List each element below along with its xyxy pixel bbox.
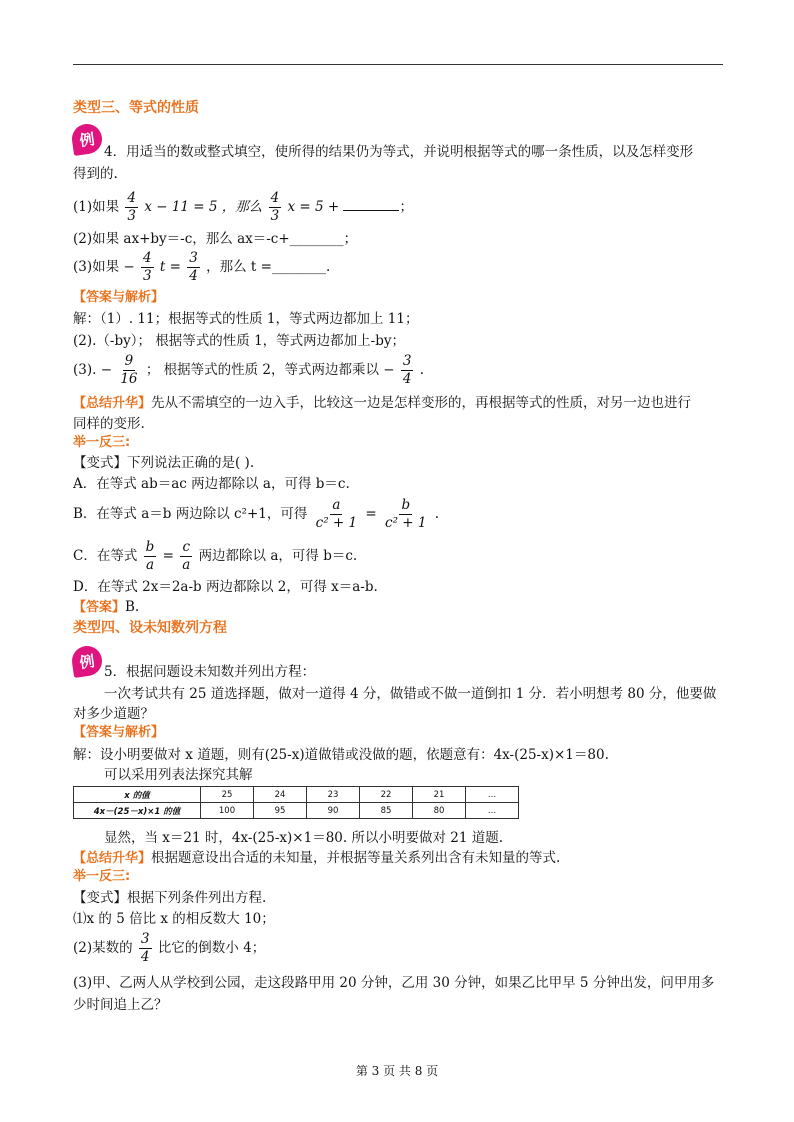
table-cell: 24 [254,787,307,803]
table-cell: 25 [201,787,254,803]
fraction: $\frac{3}{4}$ [189,250,198,284]
answer-3-pre: (3). − [73,362,113,378]
summary-text: 先从不需填空的一边入手，比较这一边是怎样变形的，再根据等式的性质，对另一边也进行 [151,395,692,411]
table-cell: 95 [254,803,307,819]
solution-line-2: 可以采用列表法探究其解 [104,767,253,783]
answer-tag: 【答案】 [73,600,126,615]
fraction: $\frac{9}{16}$ [120,353,138,387]
table-cell: 80 [413,803,466,819]
table-cell: 100 [201,803,254,819]
option-c-pre: C．在等式 [73,548,138,564]
fraction: $\frac{a}{\text{c² + 1}}$ [315,497,358,531]
solution-line-3: 显然，当 x＝21 时，4x-(25-x)×1＝80. 所以小明要做对 21 道题. [104,830,504,846]
answer-blank[interactable] [343,210,399,211]
part-2: (2)如果 ax+by＝-c，那么 ax＝-c+________； [73,231,358,247]
table-row [74,803,519,819]
part-1-pre: (1)如果 [73,199,120,215]
option-a: A．在等式 ab＝ac 两边都除以 a，可得 b＝c. [73,476,350,492]
fraction: $\frac{4}{3}$ [270,190,280,224]
equals-sign: = [162,548,174,564]
question-4-line1: 4．用适当的数或整式填空，使所得的结果仍为等式，并说明根据等式的哪一条性质，以及怎样变形 [104,144,694,160]
part-1 [73,190,413,225]
option-b [73,496,439,532]
answer-3-mid: ； 根据等式的性质 2，等式两边都乘以 − [145,362,395,378]
part-3-post: ，那么 t =________. [206,259,331,275]
question-5-body-2: 对多少道题？ [73,706,154,722]
table-cell: 23 [307,787,360,803]
summary [73,848,560,869]
option-d: D．在等式 2x＝2a-b 两边都除以 2，可得 x＝a-b. [73,579,378,595]
table-cell: 85 [360,803,413,819]
table-cell: … [466,787,519,803]
extend-tag: 举一反三: [73,435,131,450]
summary-text: 根据题意设出合适的未知量，并根据等量关系列出含有未知量的等式. [151,850,561,866]
answer-line-2: (2).（-by）； 根据等式的性质 1，等式两边都加上-by； [73,333,405,349]
table-cell: 22 [360,787,413,803]
page-footer: 第 3 页 共 8 页 [355,1064,439,1078]
section-heading-3: 类型三、等式的性质 [73,100,199,116]
part-1-mid: x − 11 = 5 ，那么 [144,199,263,215]
answer-line-3 [73,352,424,388]
variant-question: 【变式】根据下列条件列出方程. [73,890,267,906]
summary-tag: 【总结升华】 [73,396,152,411]
question-4-line2: 得到的. [73,166,118,182]
example-badge: 例 [70,122,104,156]
fraction: $\frac{3}{4}$ [402,353,412,387]
part-1-end: ； [399,199,413,215]
part-1-post: x = 5 + [287,199,340,215]
variant-2-pre: (2)某数的 [73,940,133,956]
option-b-end: . [434,506,440,522]
table-cell: x 的值 [74,787,201,803]
variant-question: 【变式】下列说法正确的是( ). [73,455,255,471]
summary-1 [73,393,691,414]
solution-line-1: 解：设小明要做对 x 道题，则有(25-x)道做错或没做的题，依题意有：4x-(25-x)×1＝80. [73,747,609,763]
variant-item-1: ⑴x 的 5 倍比 x 的相反数大 10； [73,911,275,927]
table-cell: 4x－(25－x)×1 的值 [74,803,201,819]
top-rule [73,64,723,65]
table-cell: … [466,803,519,819]
summary-tag: 【总结升华】 [73,851,152,866]
fraction: $\frac{4}{3}$ [127,190,137,224]
answer-tag: 【答案与解析】 [73,725,165,740]
question-5-body-1: 一次考试共有 25 道选择题，做对一道得 4 分，做错或不做一道倒扣 1 分．若小明想考 80 分，他要做 [104,686,717,702]
summary-2: 同样的变形. [73,416,145,432]
extend-tag: 举一反三: [73,869,131,884]
answer-tag: 【答案与解析】 [73,290,165,305]
fraction: $\frac{3}{4}$ [140,931,150,965]
value-table [73,786,519,819]
option-c [73,538,357,574]
question-5: 5．根据问题设未知数并列出方程： [104,664,316,680]
equals-sign: = [365,506,377,522]
option-b-pre: B．在等式 a＝b 两边除以 c²+1，可得 [73,506,308,522]
answer-line-1: 解：（1）. 11；根据等式的性质 1，等式两边都加上 11； [73,311,419,327]
fraction: $\frac{b}{a}$ [145,539,155,573]
section-heading-4: 类型四、设未知数列方程 [73,620,227,636]
example-badge: 例 [70,644,104,678]
fraction: $\frac{c}{a}$ [182,539,191,573]
part-3-pre: (3)如果 − [73,259,135,275]
variant-item-2 [73,930,265,966]
answer-value: B. [125,599,140,615]
table-cell: 21 [413,787,466,803]
variant-item-3-line2: 少时间追上乙？ [73,997,168,1013]
answer-line [73,597,139,618]
answer-3-end: . [419,362,425,378]
table-row [74,787,519,803]
variant-item-3-line1: (3)甲、乙两人从学校到公园，走这段路甲用 20 分钟，乙用 30 分钟，如果乙比甲早 5 分钟出发，问甲用多 [73,975,715,991]
part-3-mid: t = [159,259,181,275]
variant-2-post: 比它的倒数小 4； [157,940,266,956]
part-3 [73,250,330,285]
fraction: $\frac{4}{3}$ [143,250,152,284]
table-cell: 90 [307,803,360,819]
fraction: $\frac{b}{\text{c² + 1}}$ [385,497,427,531]
option-c-post: 两边都除以 a，可得 b＝c. [198,548,358,564]
